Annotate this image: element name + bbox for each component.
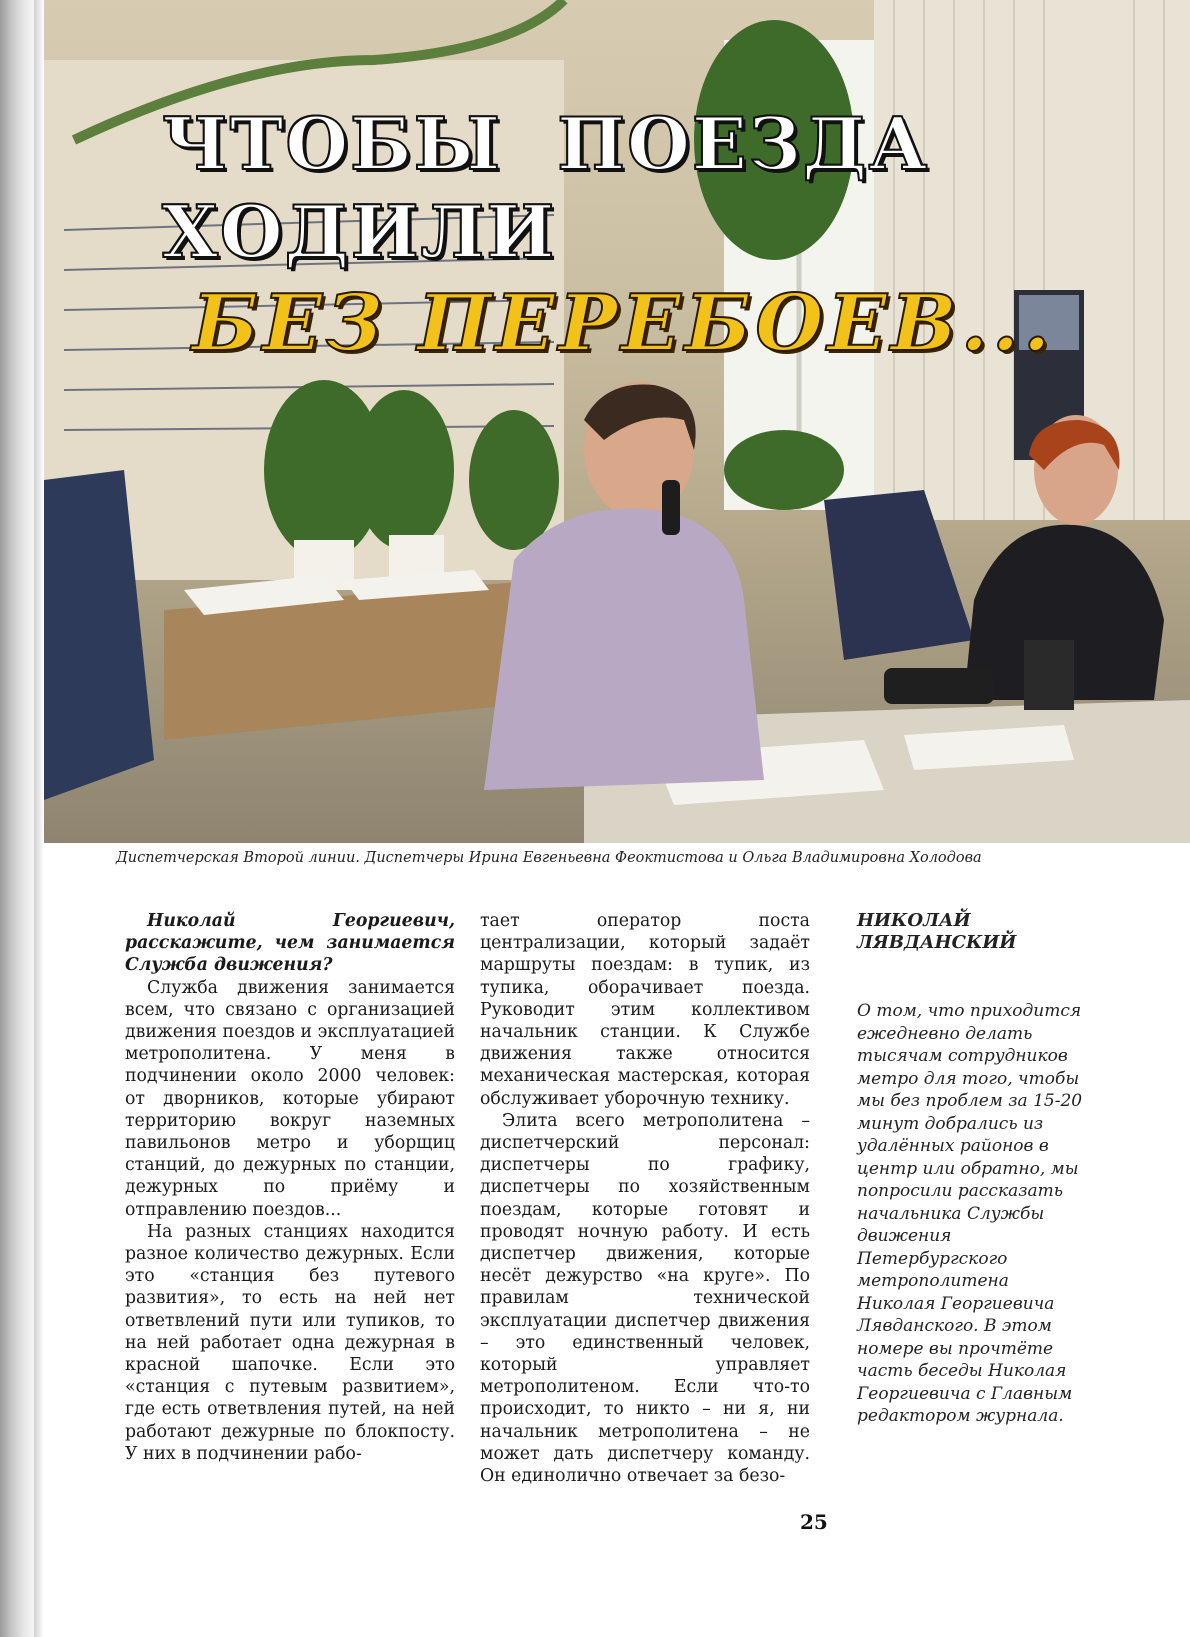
title-line-2: ХОДИЛИ xyxy=(162,189,557,274)
column2-paragraph-2: Элита всего метрополитена – диспетчерский персонал: диспетчеры по графику, диспетчеры по хозяйственным поездам, которые готовят и проводят ночную работу. И есть диспетчер движения, которые несёт дежурство «на круге». По правилам технической эксплуатации диспетчер движения – это единственный человек, который управляет метрополитеном. Если что-то происходит, то никто – ни я, ни начальник метрополитена – не может дать диспетчеру команду. Он единолично отвечает за безо- xyxy=(480,1110,810,1487)
spine-shadow xyxy=(34,0,44,1637)
photo-caption: Диспетчерская Второй линии. Диспетчеры Ирина Евгеньевна Феоктистова и Ольга Владимировна Холодова xyxy=(116,850,982,866)
desk-phone xyxy=(884,668,994,704)
column1-paragraph-1: Служба движения занимается всем, что связано с организацией движения поездов и эксплуатацией метрополитена. У меня в подчинении около 2000 человек: от дворников, которые убирают территорию вокруг наземных павильонов метро и уборщиц станций, до дежурных по станции, дежурных по приёму и отправлению поездов... xyxy=(125,977,455,1220)
page-edge xyxy=(0,0,34,1637)
article-lead: О том, что приходится ежедневно делать тысячам сотрудников метро для того, чтобы мы без проблем за 15-20 минут добрались из удалённых районов в центр или обратно, мы попросили рассказать начальника Службы движения Петербургского метрополитена Николая Георгиевича Лявданского. В этом номере вы прочтёте часть беседы Николая Георгиевича с Главным редактором журнала. xyxy=(857,1001,1083,1426)
interview-question: Николай Георгиевич, расскажите, чем занимается Служба движения? xyxy=(125,911,455,976)
title-line-1: ЧТОБЫ ПОЕЗДА xyxy=(162,101,930,186)
dispatcher-1-sweater xyxy=(484,509,764,790)
author-name: НИКОЛАЙ ЛЯВДАНСКИЙ xyxy=(857,910,1017,953)
page-number: 25 xyxy=(800,1510,828,1534)
column1-paragraph-2: На разных станциях находится разное количество дежурных. Если это «станция без путевого развития», то есть на ней нет ответвлений пути или тупиков, то на ней работает одна дежурная в красной шапочке. Если это «станция с путевым развитием», где есть ответвления путей, на ней работают дежурные по блокпосту. У них в подчинении рабо- xyxy=(125,1221,455,1464)
title-line-3: БЕЗ ПЕРЕБОЕВ... xyxy=(192,278,1055,369)
article-column-1 xyxy=(125,910,455,1465)
dispatch-room-photo xyxy=(44,0,1190,843)
column2-paragraph-1: тает оператор поста централизации, который задаёт маршруты поездам: в тупик, из тупика, оборачивает поезда. Руководит этим коллективом начальник станции. К Службе движения также относится механическая мастерская, которая обслуживает уборочную технику. xyxy=(480,911,810,1109)
article-title xyxy=(162,100,1054,372)
article-column-2 xyxy=(480,910,810,1487)
phone-handset xyxy=(662,480,680,535)
pen-holder xyxy=(1024,640,1074,710)
